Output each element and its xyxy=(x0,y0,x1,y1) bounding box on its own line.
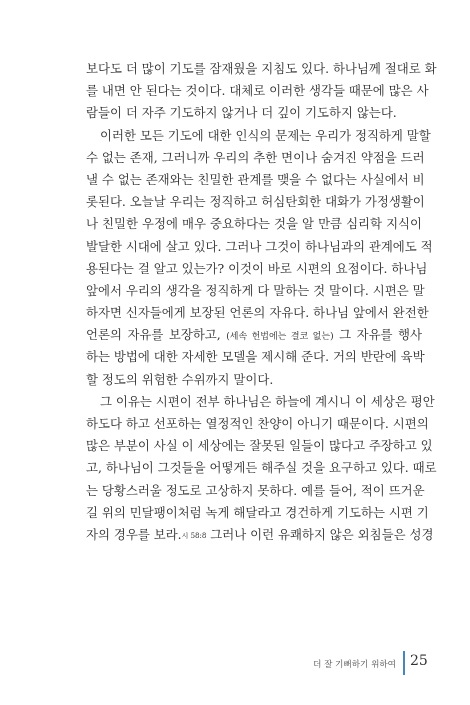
text-line: 나 친밀한 우정에 매우 중요하다는 것을 알 만큼 심리학 지식이 xyxy=(86,216,422,232)
text-line: 고, 하나님이 그것들을 어떻게든 해주실 것을 요구하고 있다. 때로 xyxy=(86,460,437,476)
text-line: 길 위의 민달팽이처럼 녹게 해달라고 경건하게 기도하는 시편 기 xyxy=(86,504,429,520)
text-line: 발달한 시대에 살고 있다. 그러나 그것이 하나님과의 관계에도 적 xyxy=(86,238,433,254)
paragraph-2 xyxy=(86,125,433,391)
text-line: 수 없는 존재, 그러니까 우리의 추한 면이나 숨겨진 약점을 드러 xyxy=(86,149,425,165)
text-line: 그 이유는 시편이 전부 하나님은 하늘에 계시니 이 세상은 평안 xyxy=(100,393,435,409)
page-footer xyxy=(0,651,470,675)
text-fragment: 언론의 자유를 보장하고, xyxy=(86,327,221,343)
paragraph-3 xyxy=(86,391,437,546)
text-line: 많은 부분이 사실 이 세상에는 잘못된 일들이 많다고 주장하고 있 xyxy=(86,438,433,454)
text-line: 보다도 더 많이 기도를 잠재웠을 지침도 있다. 하나님께 절대로 화 xyxy=(86,61,437,76)
text-fragment: 그러나 이런 유쾌하지 않은 외침들은 성경 xyxy=(206,526,434,542)
text-line: 낼 수 없는 존재와는 친밀한 관계를 맺을 수 없다는 사실에서 비 xyxy=(86,171,425,187)
inline-parenthetical: (세속 헌법에는 결코 없는) xyxy=(226,332,334,343)
text-line: 이러한 모든 기도에 대한 인식의 문제는 우리가 정직하게 말할 xyxy=(100,127,431,143)
text-line: 는 당황스러울 정도로 고상하지 못하다. 예를 들어, 적이 뜨거운 xyxy=(86,482,425,498)
text-line: 람들이 더 자주 기도하지 않거나 더 깊이 기도하지 않는다. xyxy=(86,105,397,121)
text-line: 하자면 신자들에게 보장된 언론의 자유다. 하나님 앞에서 완전한 xyxy=(86,305,429,321)
text-line: 하도다 하고 선포하는 열정적인 찬양이 아니기 때문이다. 시편의 xyxy=(86,416,429,431)
text-line: 앞에서 우리의 생각을 정직하게 다 말하는 것 말이다. 시편은 말 xyxy=(86,282,425,298)
footer-divider xyxy=(403,651,405,675)
text-line: 할 정도의 위험한 수위까지 말이다. xyxy=(86,371,274,387)
scripture-reference: 시 58:8 xyxy=(181,531,207,540)
text-line-with-inline-note xyxy=(86,324,422,346)
page-number: 25 xyxy=(410,653,428,669)
text-fragment: 자의 경우를 보라. xyxy=(86,526,182,542)
text-line-with-reference xyxy=(86,524,434,546)
text-line: 하는 방법에 대한 자세한 모델을 제시해 준다. 거의 반란에 육박 xyxy=(86,349,425,365)
text-line: 를 내면 안 된다는 것이다. 대체로 이러한 생각들 때문에 많은 사 xyxy=(86,83,429,99)
running-title: 더 잘 기뻐하기 위하여 xyxy=(313,660,396,670)
paragraph-1 xyxy=(86,58,437,125)
text-fragment: 그 자유를 행사 xyxy=(333,327,422,343)
text-line: 롯된다. 오늘날 우리는 정직하고 허심탄회한 대화가 가정생활이 xyxy=(86,194,425,210)
book-page-body xyxy=(86,58,437,546)
text-line: 용된다는 걸 알고 있는가? 이것이 바로 시편의 요점이다. 하나님 xyxy=(86,260,428,276)
